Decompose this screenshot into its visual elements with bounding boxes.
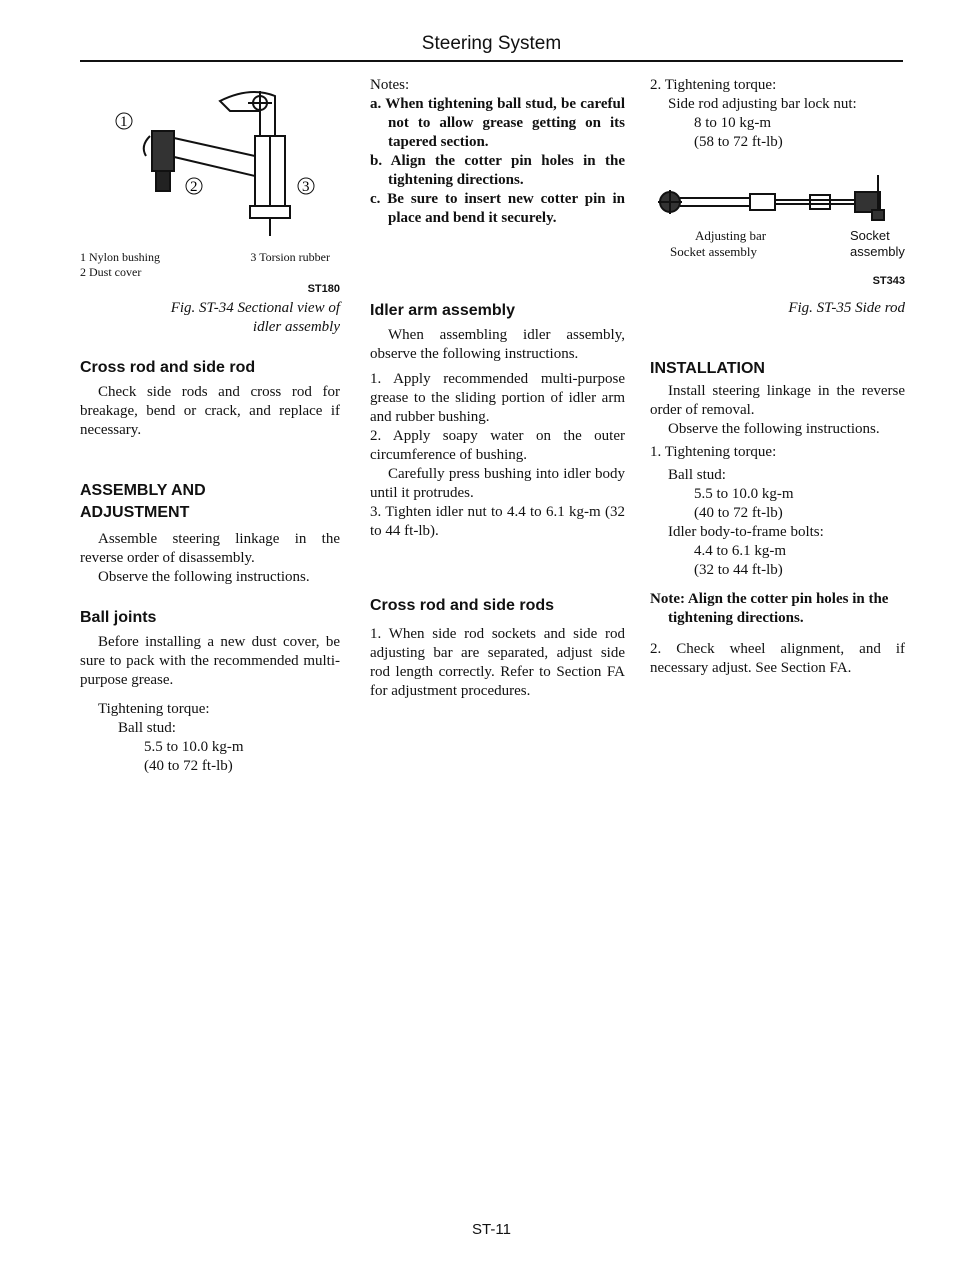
cross-side-step-1: 1. When side rod sockets and side rod adjusting bar are separated, adjust side rod length correctly. Refer to Section FA for adjustment procedures. bbox=[370, 626, 625, 699]
legend-item-2: 2 Dust cover bbox=[80, 265, 142, 279]
page-header: Steering System bbox=[421, 33, 562, 54]
install-idler-val1: 4.4 to 6.1 kg-m bbox=[694, 543, 787, 559]
figure-code: ST180 bbox=[307, 283, 340, 295]
ball-stud-value-1: 5.5 to 10.0 kg-m bbox=[144, 739, 244, 755]
label-socket-left: Socket assembly bbox=[670, 244, 758, 259]
header-rule bbox=[80, 60, 903, 62]
label-adjusting-bar: Adjusting bar bbox=[695, 228, 767, 243]
ball-joints-p1: Before installing a new dust cover, be sure to pack with the recommended multi-purpose grease. bbox=[80, 634, 340, 688]
torque-item-2: 2. Tightening torque: bbox=[650, 77, 777, 93]
label-socket-right-1: Socket bbox=[850, 228, 890, 243]
heading-assembly-line2: ADJUSTMENT bbox=[80, 504, 190, 521]
legend-item-1: 1 Nylon bushing bbox=[80, 250, 161, 264]
idler-step-2: 2. Apply soapy water on the outer circumference of bushing. bbox=[370, 428, 625, 463]
legend-item-3: 3 Torsion rubber bbox=[250, 250, 330, 264]
column-middle bbox=[370, 76, 625, 701]
note-a: a. When tightening ball stud, be careful not to allow grease getting on its tapered section. bbox=[370, 96, 625, 150]
notes-title: Notes: bbox=[370, 77, 410, 93]
heading-cross-rod: Cross rod and side rod bbox=[80, 359, 256, 376]
figure-code-st343: ST343 bbox=[872, 275, 905, 287]
ball-stud-label: Ball stud: bbox=[118, 720, 176, 736]
idler-step-1: 1. Apply recommended multi-purpose grease to the sliding portion of idler arm and rubber bushing. bbox=[370, 371, 625, 425]
assembly-p2: Observe the following instructions. bbox=[98, 569, 310, 585]
install-idler-val2: (32 to 44 ft-lb) bbox=[694, 562, 783, 578]
figure-caption-side-rod: Fig. ST-35 Side rod bbox=[788, 300, 905, 316]
heading-installation: INSTALLATION bbox=[650, 360, 765, 377]
figure-legend bbox=[80, 250, 340, 280]
callout-1: 1 bbox=[120, 114, 128, 130]
installation-item-2: 2. Check wheel alignment, and if necessary adjust. See Section FA. bbox=[650, 641, 905, 676]
page-number: ST-11 bbox=[472, 1221, 511, 1238]
install-ball-stud: Ball stud: bbox=[668, 467, 726, 483]
idler-step-3: 3. Tighten idler nut to 4.4 to 6.1 kg-m (32 to 44 ft-lb). bbox=[370, 504, 625, 539]
cross-rod-text: Check side rods and cross rod for breakage, bend or crack, and replace if necessary. bbox=[80, 384, 340, 438]
note-c: c. Be sure to insert new cotter pin in place and bend it securely. bbox=[370, 191, 625, 226]
heading-assembly-line1: ASSEMBLY AND bbox=[80, 482, 206, 499]
lock-nut-label: Side rod adjusting bar lock nut: bbox=[668, 96, 857, 112]
install-idler-label: Idler body-to-frame bolts: bbox=[668, 524, 824, 540]
torque-label: Tightening torque: bbox=[98, 701, 210, 717]
heading-idler-arm: Idler arm assembly bbox=[370, 302, 515, 319]
figure-caption: Fig. ST-34 Sectional view of bbox=[170, 300, 340, 316]
ball-stud-value-2: (40 to 72 ft-lb) bbox=[144, 758, 233, 774]
callout-2: 2 bbox=[190, 179, 198, 195]
idler-intro: When assembling idler assembly, observe the following instructions. bbox=[370, 327, 625, 362]
figure-caption-line2: idler assembly bbox=[252, 319, 340, 335]
idler-step-2b: Carefully press bushing into idler body until it protrudes. bbox=[370, 466, 625, 501]
installation-note: Note: Align the cotter pin holes in the tightening directions. bbox=[650, 591, 889, 626]
installation-p2: Observe the following instructions. bbox=[668, 421, 880, 437]
column-left bbox=[80, 76, 340, 776]
idler-assembly-diagram bbox=[110, 76, 340, 246]
install-ball-stud-val2: (40 to 72 ft-lb) bbox=[694, 505, 783, 521]
heading-ball-joints: Ball joints bbox=[80, 609, 157, 626]
side-rod-diagram bbox=[650, 170, 905, 232]
lock-nut-value-1: 8 to 10 kg-m bbox=[694, 115, 772, 131]
lock-nut-value-2: (58 to 72 ft-lb) bbox=[694, 134, 783, 150]
note-b: b. Align the cotter pin holes in the tightening directions. bbox=[370, 153, 625, 188]
assembly-p1: Assemble steering linkage in the reverse order of disassembly. bbox=[80, 531, 340, 566]
side-rod-labels bbox=[650, 228, 905, 266]
column-right bbox=[650, 76, 905, 678]
callout-3: 3 bbox=[302, 179, 310, 195]
installation-item-1: 1. Tightening torque: bbox=[650, 444, 777, 460]
heading-cross-side-rods: Cross rod and side rods bbox=[370, 597, 555, 614]
label-socket-right-2: assembly bbox=[850, 244, 905, 259]
installation-p1: Install steering linkage in the reverse order of removal. bbox=[650, 383, 905, 418]
install-ball-stud-val1: 5.5 to 10.0 kg-m bbox=[694, 486, 794, 502]
